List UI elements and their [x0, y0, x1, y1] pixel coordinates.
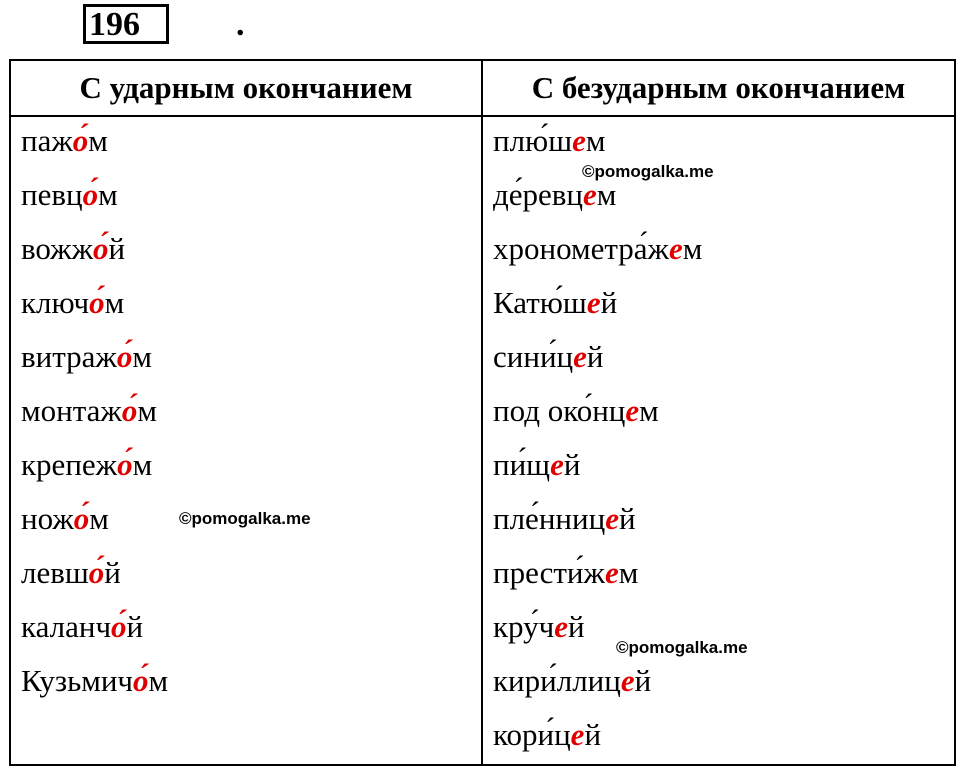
- word: [493, 663, 651, 699]
- word-stem: паж: [21, 123, 73, 158]
- word-ending-vowel: е: [620, 663, 635, 698]
- word-stem: каланч: [21, 609, 112, 644]
- word-ending-vowel: о́: [88, 555, 105, 590]
- word: [21, 447, 152, 483]
- word-ending-vowel: о́: [121, 393, 138, 428]
- word: [493, 717, 601, 753]
- word-stem: певц: [21, 177, 83, 212]
- word-ending-vowel: о́: [133, 663, 149, 698]
- word-ending-vowel: е: [572, 123, 586, 158]
- word-ending-vowel: о́: [111, 609, 127, 644]
- word-stem: пи́щ: [493, 447, 551, 482]
- word-ending-rest: й: [634, 663, 652, 698]
- word: [21, 609, 143, 645]
- word-ending-vowel: о́: [82, 177, 99, 212]
- word-stem: сини́ц: [493, 339, 574, 374]
- word-stem: витраж: [21, 339, 117, 374]
- word-ending-rest: м: [596, 177, 617, 212]
- watermark: ©pomogalka.me: [616, 638, 748, 657]
- word-ending-vowel: о́: [116, 339, 133, 374]
- word-stem: монтаж: [21, 393, 122, 428]
- word-ending-rest: й: [568, 609, 585, 644]
- word-ending-rest: й: [126, 609, 144, 644]
- word-stem: крепеж: [21, 447, 118, 482]
- word: [493, 447, 580, 483]
- word-ending-rest: й: [584, 717, 602, 752]
- word-stem: Кузьмич: [21, 663, 134, 698]
- word-stem: де́ревц: [493, 177, 584, 212]
- word: [21, 663, 168, 699]
- word-ending-rest: й: [104, 555, 121, 590]
- right-column: [482, 116, 955, 765]
- word-ending-rest: м: [98, 177, 118, 212]
- word: [493, 501, 636, 537]
- table-body-row: [10, 116, 955, 765]
- word: [493, 123, 605, 159]
- exercise-number-dot: .: [236, 6, 245, 43]
- word-stem: ключ: [21, 285, 90, 320]
- unstressed-words-list: [483, 117, 954, 764]
- word-ending-rest: м: [682, 231, 703, 266]
- stressed-words-list: [11, 117, 481, 764]
- word-ending-rest: м: [104, 285, 125, 320]
- word: [21, 123, 108, 159]
- word-stem: кори́ц: [493, 717, 571, 752]
- word: [493, 393, 659, 429]
- word-stem: вожж: [21, 231, 93, 266]
- word: [21, 231, 125, 267]
- word: [21, 501, 109, 537]
- word-ending-vowel: о́: [72, 123, 89, 158]
- word: [493, 339, 603, 375]
- word: [493, 555, 638, 591]
- word-stem: под око́нц: [493, 393, 626, 428]
- endings-table: [9, 59, 956, 766]
- word-ending-vowel: е: [583, 177, 597, 212]
- word-ending-vowel: е: [668, 231, 683, 266]
- left-column: [10, 116, 482, 765]
- word-ending-rest: м: [132, 339, 152, 374]
- word-stem: прести́ж: [493, 555, 605, 590]
- word-ending-vowel: е: [625, 393, 640, 428]
- word-stem: Катю́ш: [493, 285, 587, 320]
- table-header-row: [10, 60, 955, 116]
- watermark: ©pomogalka.me: [179, 509, 311, 528]
- word-ending-rest: й: [108, 231, 126, 266]
- word-ending-rest: м: [639, 393, 659, 428]
- word-ending-vowel: е: [586, 285, 601, 320]
- word-ending-vowel: е: [570, 717, 585, 752]
- word-ending-vowel: о́: [93, 231, 109, 266]
- word-ending-rest: м: [137, 393, 157, 428]
- exercise-number-box: [83, 4, 245, 44]
- word: [21, 339, 152, 375]
- word-stem: кири́ллиц: [493, 663, 621, 698]
- word-stem: плю́ш: [493, 123, 573, 158]
- watermark: ©pomogalka.me: [582, 162, 714, 181]
- word: [21, 555, 121, 591]
- word-stem: левш: [21, 555, 89, 590]
- word: [493, 285, 617, 321]
- word-ending-vowel: е: [550, 447, 564, 482]
- word: [21, 177, 118, 213]
- word: [21, 285, 124, 321]
- word-stem: кру́ч: [493, 609, 555, 644]
- header-stressed: С ударным окончанием: [10, 60, 482, 116]
- word-stem: нож: [21, 501, 74, 536]
- word-ending-rest: м: [585, 123, 606, 158]
- word-ending-rest: м: [132, 447, 153, 482]
- word-ending-rest: й: [563, 447, 581, 482]
- word: [21, 393, 157, 429]
- word-ending-rest: м: [88, 123, 108, 158]
- word-ending-vowel: о́: [89, 285, 105, 320]
- word: [493, 609, 585, 645]
- word-ending-rest: й: [586, 339, 604, 374]
- word-ending-rest: й: [600, 285, 618, 320]
- word: [493, 231, 702, 267]
- word-ending-rest: м: [148, 663, 169, 698]
- word-ending-vowel: е: [605, 501, 619, 536]
- word-stem: пле́нниц: [493, 501, 606, 536]
- word-ending-vowel: е: [573, 339, 587, 374]
- exercise-number: 196: [89, 6, 140, 43]
- word-ending-rest: м: [89, 501, 109, 536]
- word-ending-rest: й: [618, 501, 636, 536]
- word-ending-vowel: е: [554, 609, 569, 644]
- header-unstressed: С безударным окончанием: [482, 60, 955, 116]
- word: [493, 177, 616, 213]
- word-ending-vowel: о́: [73, 501, 90, 536]
- word-stem: хронометра́ж: [493, 231, 669, 266]
- word-ending-vowel: о́: [117, 447, 133, 482]
- word-ending-rest: м: [618, 555, 639, 590]
- word-ending-vowel: е: [604, 555, 619, 590]
